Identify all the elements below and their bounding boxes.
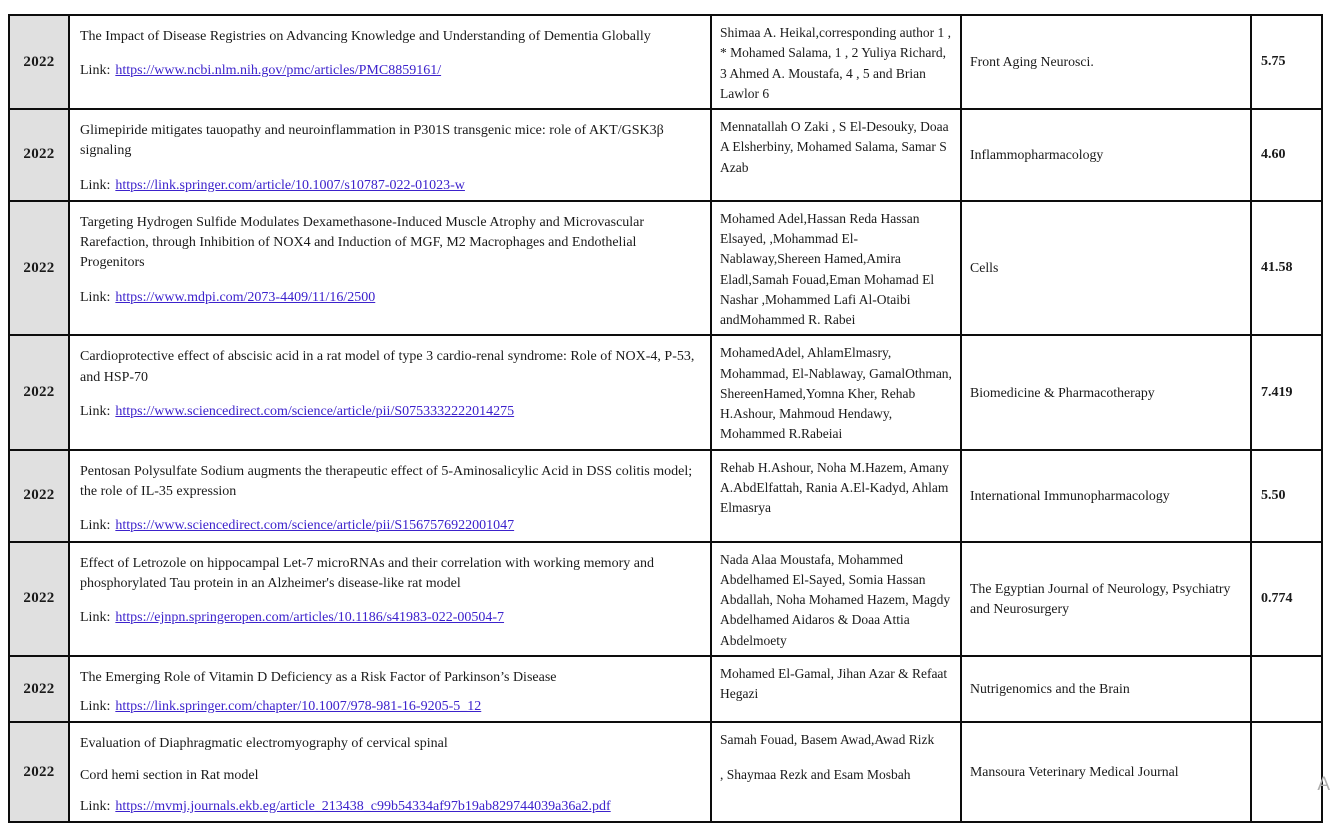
title-cell bbox=[69, 15, 711, 109]
authors-text: Rehab H.Ashour, Noha M.Hazem, Amany A.AbdElfattah, Rania A.El-Kadyd, Ahlam Elmasrya bbox=[720, 459, 949, 516]
title-cell bbox=[69, 335, 711, 449]
year-label: 2022 bbox=[23, 146, 55, 163]
link-line bbox=[80, 608, 698, 628]
link-label: Link: bbox=[80, 798, 111, 814]
publication-link[interactable]: https://link.springer.com/article/10.1007/s10787-022-01023-w bbox=[115, 177, 465, 193]
title-cell bbox=[69, 450, 711, 542]
journal-name: The Egyptian Journal of Neurology, Psychiatry and Neurosurgery bbox=[970, 580, 1231, 616]
table-row bbox=[9, 450, 1322, 542]
publication-link[interactable]: https://ejnpn.springeropen.com/articles/10.1186/s41983-022-00504-7 bbox=[115, 610, 505, 626]
table-row bbox=[9, 722, 1322, 822]
journal-cell bbox=[961, 335, 1251, 449]
link-label: Link: bbox=[80, 63, 111, 79]
journal-cell bbox=[961, 201, 1251, 336]
table-row bbox=[9, 109, 1322, 201]
link-label: Link: bbox=[80, 289, 111, 305]
impact-factor-value: 7.419 bbox=[1261, 384, 1293, 400]
impact-factor-cell bbox=[1251, 542, 1322, 656]
impact-factor-cell bbox=[1251, 201, 1322, 336]
table-row bbox=[9, 335, 1322, 449]
authors-text: Nada Alaa Moustafa, Mohammed Abdelhamed El-Sayed, Somia Hassan Abdallah, Noha Mohamed Hazem, Magdy Abdelhamed Aidaros & Doaa Attia Abdelmoety bbox=[720, 551, 951, 648]
year-label: 2022 bbox=[23, 259, 55, 276]
title-cell bbox=[69, 201, 711, 336]
journal-name: Cells bbox=[970, 260, 999, 276]
journal-name: Biomedicine & Pharmacotherapy bbox=[970, 384, 1155, 400]
year-label: 2022 bbox=[23, 53, 55, 70]
impact-factor-cell bbox=[1251, 722, 1322, 822]
year-cell bbox=[9, 656, 69, 723]
impact-factor-value: 4.60 bbox=[1261, 146, 1286, 162]
year-cell bbox=[9, 722, 69, 822]
impact-factor-value: 5.50 bbox=[1261, 487, 1286, 503]
impact-factor-cell bbox=[1251, 450, 1322, 542]
impact-factor-value: 5.75 bbox=[1261, 54, 1286, 69]
authors-cell bbox=[711, 201, 961, 336]
journal-cell bbox=[961, 656, 1251, 723]
year-cell bbox=[9, 109, 69, 201]
year-label: 2022 bbox=[23, 763, 55, 780]
authors-cell bbox=[711, 656, 961, 723]
year-label: 2022 bbox=[23, 590, 55, 607]
link-line bbox=[80, 516, 698, 536]
year-cell bbox=[9, 15, 69, 109]
impact-factor-cell bbox=[1251, 109, 1322, 201]
table-row bbox=[9, 201, 1322, 336]
link-label: Link: bbox=[80, 403, 111, 419]
journal-name: Mansoura Veterinary Medical Journal bbox=[970, 764, 1179, 780]
year-cell bbox=[9, 335, 69, 449]
link-label: Link: bbox=[80, 177, 111, 193]
link-line bbox=[80, 288, 698, 308]
publication-title: Cardioprotective effect of abscisic acid in a rat model of type 3 cardio-renal syndrome: Role of NOX-4, P-53, and HSP-70 bbox=[80, 349, 695, 385]
publication-title: The Emerging Role of Vitamin D Deficiency as a Risk Factor of Parkinson’s Disease bbox=[80, 669, 557, 685]
journal-cell bbox=[961, 450, 1251, 542]
publication-link[interactable]: https://www.sciencedirect.com/science/article/pii/S1567576922001047 bbox=[115, 518, 515, 534]
publication-title: Effect of Letrozole on hippocampal Let-7 microRNAs and their correlation with working memory and phosphorylated Tau protein in an Alzheimer's disease-like rat model bbox=[80, 555, 654, 591]
year-label: 2022 bbox=[23, 680, 55, 697]
authors-cell bbox=[711, 15, 961, 109]
authors-text: Mohamed Adel,Hassan Reda Hassan Elsayed, ,Mohammad El-Nablaway,Shereen Hamed,Amira Eladl,Samah Fouad,Eman Mohamad El Nashar ,Mohammed Lafi Al-Otaibi andMohammed R. Rabei bbox=[720, 210, 935, 328]
authors-cell bbox=[711, 335, 961, 449]
publication-title: The Impact of Disease Registries on Advancing Knowledge and Understanding of Dementia Globally bbox=[80, 29, 651, 44]
journal-name: Nutrigenomics and the Brain bbox=[970, 681, 1130, 697]
publication-title: Pentosan Polysulfate Sodium augments the therapeutic effect of 5-Aminosalicylic Acid in DSS colitis model; the role of IL-35 expression bbox=[80, 463, 693, 499]
publication-link[interactable]: https://www.ncbi.nlm.nih.gov/pmc/articles/PMC8859161/ bbox=[115, 63, 442, 79]
authors-cell bbox=[711, 450, 961, 542]
journal-name: Inflammopharmacology bbox=[970, 146, 1104, 162]
title-cell bbox=[69, 656, 711, 723]
publication-title-line2: Cord hemi section in Rat model bbox=[80, 767, 259, 783]
link-line bbox=[80, 402, 698, 422]
journal-name: Front Aging Neurosci. bbox=[970, 54, 1094, 69]
publication-link[interactable]: https://link.springer.com/chapter/10.1007/978-981-16-9205-5_12 bbox=[115, 699, 482, 715]
journal-cell bbox=[961, 15, 1251, 109]
authors-text-line2: , Shaymaa Rezk and Esam Mosbah bbox=[720, 766, 911, 782]
table-row bbox=[9, 542, 1322, 656]
impact-factor-cell bbox=[1251, 656, 1322, 723]
authors-text: MohamedAdel, AhlamElmasry, Mohammad, El-Nablaway, GamalOthman, ShereenHamed,Yomna Kher, Rehab H.Ashour, Mahmoud Hendawy, Mohammed R.Rabeiai bbox=[720, 345, 952, 442]
link-line bbox=[80, 697, 698, 717]
publications-table bbox=[8, 14, 1323, 823]
authors-text: Shimaa A. Heikal,corresponding author 1 , * Mohamed Salama, 1 , 2 Yuliya Richard, 3 Ahmed A. Moustafa, 4 , 5 and Brian Lawlor 6 bbox=[720, 25, 951, 101]
title-cell bbox=[69, 109, 711, 201]
publication-title: Evaluation of Diaphragmatic electromyography of cervical spinal bbox=[80, 736, 448, 752]
year-label: 2022 bbox=[23, 487, 55, 504]
publication-link[interactable]: https://www.sciencedirect.com/science/article/pii/S0753332222014275 bbox=[115, 403, 515, 419]
link-label: Link: bbox=[80, 610, 111, 626]
authors-cell bbox=[711, 109, 961, 201]
link-line bbox=[80, 61, 698, 81]
link-line bbox=[80, 797, 698, 817]
authors-cell bbox=[711, 722, 961, 822]
authors-text: Mennatallah O Zaki , S El-Desouky, Doaa A Elsherbiny, Mohamed Salama, Samar S Azab bbox=[720, 119, 949, 175]
impact-factor-cell bbox=[1251, 335, 1322, 449]
year-cell bbox=[9, 542, 69, 656]
authors-text: Samah Fouad, Basem Awad,Awad Rizk bbox=[720, 732, 935, 748]
year-cell bbox=[9, 201, 69, 336]
corner-watermark-letter: A bbox=[1317, 774, 1330, 795]
publication-link[interactable]: https://mvmj.journals.ekb.eg/article_213438_c99b54334af97b19ab829744039a36a2.pdf bbox=[115, 798, 611, 814]
impact-factor-cell bbox=[1251, 15, 1322, 109]
link-label: Link: bbox=[80, 518, 111, 534]
impact-factor-value: 41.58 bbox=[1261, 260, 1293, 276]
impact-factor-value: 0.774 bbox=[1261, 590, 1293, 606]
year-cell bbox=[9, 450, 69, 542]
link-line bbox=[80, 176, 698, 196]
table-row bbox=[9, 656, 1322, 723]
title-cell bbox=[69, 722, 711, 822]
publication-title: Glimepiride mitigates tauopathy and neuroinflammation in P301S transgenic mice: role of AKT/GSK3β signaling bbox=[80, 123, 664, 159]
link-label: Link: bbox=[80, 699, 111, 715]
authors-text: Mohamed El-Gamal, Jihan Azar & Refaat Hegazi bbox=[720, 665, 948, 702]
publication-link[interactable]: https://www.mdpi.com/2073-4409/11/16/2500 bbox=[115, 289, 376, 305]
publication-title: Targeting Hydrogen Sulfide Modulates Dexamethasone-Induced Muscle Atrophy and Microvascular Rarefaction, through Inhibition of NOX4 and Induction of MGF, M2 Macrophages and Endothelial Progenitors bbox=[80, 214, 645, 271]
year-label: 2022 bbox=[23, 384, 55, 401]
authors-cell bbox=[711, 542, 961, 656]
title-cell bbox=[69, 542, 711, 656]
journal-name: International Immunopharmacology bbox=[970, 487, 1170, 503]
journal-cell bbox=[961, 722, 1251, 822]
table-row bbox=[9, 15, 1322, 109]
journal-cell bbox=[961, 109, 1251, 201]
journal-cell bbox=[961, 542, 1251, 656]
